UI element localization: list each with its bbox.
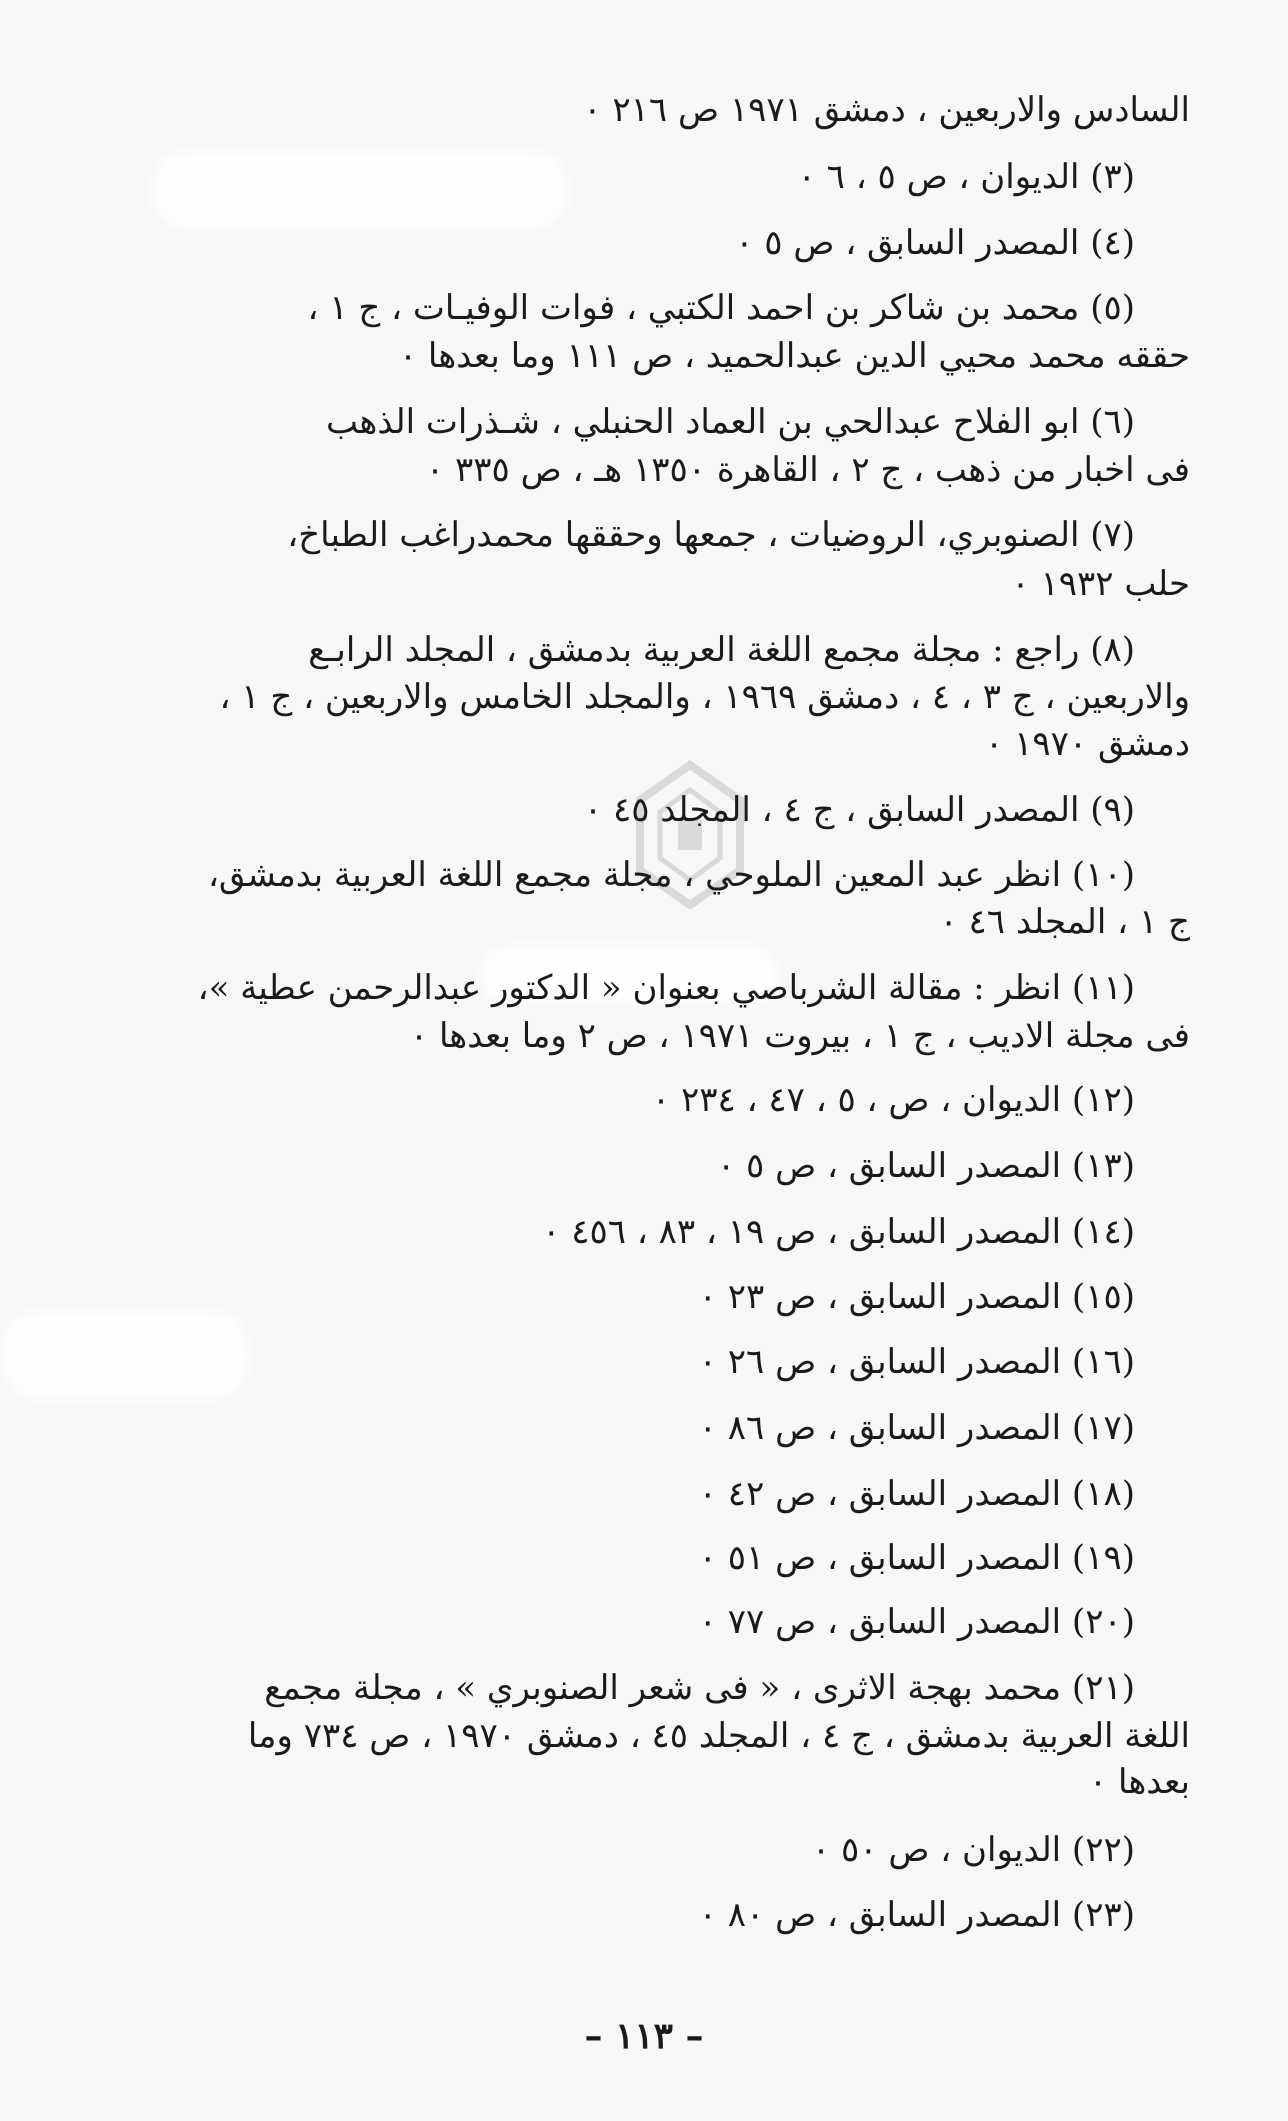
footnote-7: (٧) الصنوبري، الروضيات ، جمعها وحققها محمدراغب الطباخ، bbox=[287, 515, 1135, 555]
page-number: – ١١٣ – bbox=[584, 2015, 704, 2057]
footnote-8-cont: دمشق ١٩٧٠ ٠ bbox=[985, 724, 1190, 764]
footnote-17: (١٧) المصدر السابق ، ص ٨٦ ٠ bbox=[698, 1408, 1135, 1448]
footnote-22: (٢٢) الديوان ، ص ٥٠ ٠ bbox=[811, 1830, 1135, 1870]
footnote-8: (٨) راجع : مجلة مجمع اللغة العربية بدمشق ، المجلد الرابـع bbox=[308, 630, 1135, 670]
footnote-10: (١٠) انظر عبد المعين الملوحي ، مجلة مجمع اللغة العربية بدمشق، bbox=[207, 855, 1135, 895]
paper-smudge bbox=[0, 1310, 250, 1400]
footnote-10-cont: ج ١ ، المجلد ٤٦ ٠ bbox=[939, 902, 1190, 942]
footnote-5: (٥) محمد بن شاكر بن احمد الكتبي ، فوات الوفيـات ، ج ١ ، bbox=[307, 288, 1135, 328]
footnote-8-cont: والاربعين ، ج ٣ ، ٤ ، دمشق ١٩٦٩ ، والمجلد الخامس والاربعين ، ج ١ ، bbox=[219, 677, 1190, 717]
footnote-14: (١٤) المصدر السابق ، ص ١٩ ، ٨٣ ، ٤٥٦ ٠ bbox=[542, 1212, 1135, 1252]
footnote-6: (٦) ابو الفلاح عبدالحي بن العماد الحنبلي ، شـذرات الذهب bbox=[326, 402, 1135, 442]
paper-smudge bbox=[150, 150, 570, 230]
footnote-12: (١٢) الديوان ، ص ، ٥ ، ٤٧ ، ٢٣٤ ٠ bbox=[651, 1080, 1135, 1120]
footnote-15: (١٥) المصدر السابق ، ص ٢٣ ٠ bbox=[698, 1277, 1135, 1317]
footnote-11: (١١) انظر : مقالة الشرباصي بعنوان « الدكتور عبدالرحمن عطية »، bbox=[197, 968, 1135, 1008]
footnote-6-cont: فى اخبار من ذهب ، ج ٢ ، القاهرة ١٣٥٠ هـ ، ص ٣٣٥ ٠ bbox=[425, 450, 1190, 490]
footnote-4: (٤) المصدر السابق ، ص ٥ ٠ bbox=[735, 223, 1135, 263]
footnote-19: (١٩) المصدر السابق ، ص ٥١ ٠ bbox=[698, 1538, 1135, 1578]
footnote-23: (٢٣) المصدر السابق ، ص ٨٠ ٠ bbox=[698, 1895, 1135, 1935]
footnote-21: (٢١) محمد بهجة الاثرى ، « فى شعر الصنوبري » ، مجلة مجمع bbox=[264, 1668, 1135, 1708]
footnote-13: (١٣) المصدر السابق ، ص ٥ ٠ bbox=[716, 1146, 1135, 1186]
footnote-7-cont: حلب ١٩٣٢ ٠ bbox=[1011, 564, 1190, 604]
footnote-21-cont: اللغة العربية بدمشق ، ج ٤ ، المجلد ٤٥ ، دمشق ١٩٧٠ ، ص ٧٣٤ وما bbox=[247, 1716, 1190, 1756]
footnote-3: (٣) الديوان ، ص ٥ ، ٦ ٠ bbox=[797, 157, 1135, 197]
footnote-18: (١٨) المصدر السابق ، ص ٤٢ ٠ bbox=[698, 1474, 1135, 1514]
footnote-continuation: السادس والاربعين ، دمشق ١٩٧١ ص ٢١٦ ٠ bbox=[583, 90, 1190, 130]
footnote-11-cont: فى مجلة الاديب ، ج ١ ، بيروت ١٩٧١ ، ص ٢ وما بعدها ٠ bbox=[409, 1016, 1190, 1056]
footnote-5-cont: حققه محمد محيي الدين عبدالحميد ، ص ١١١ وما بعدها ٠ bbox=[398, 336, 1190, 376]
footnote-20: (٢٠) المصدر السابق ، ص ٧٧ ٠ bbox=[698, 1602, 1135, 1642]
footnote-9: (٩) المصدر السابق ، ج ٤ ، المجلد ٤٥ ٠ bbox=[583, 790, 1135, 830]
footnote-21-cont: بعدها ٠ bbox=[1088, 1762, 1190, 1802]
footnote-16: (١٦) المصدر السابق ، ص ٢٦ ٠ bbox=[698, 1342, 1135, 1382]
